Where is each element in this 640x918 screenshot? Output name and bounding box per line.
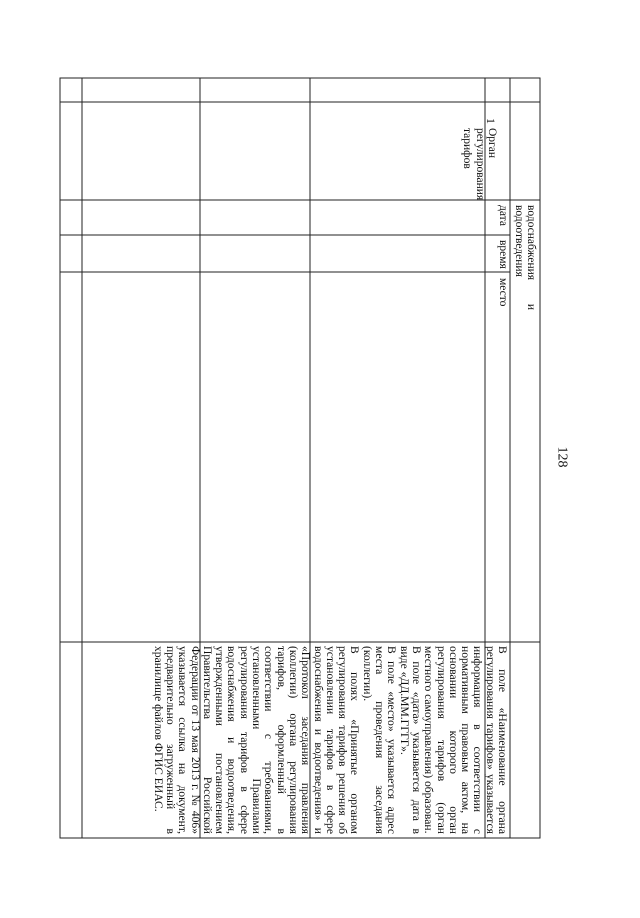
- instruction-paragraph: В поле «Наименование органа регулирования тарифов» указывается информация в соответствии с нормативным правовым актом, на основании которого орган регулирования тарифов (орган местного самоуправления) образован.: [422, 646, 509, 834]
- instruction-paragraph: В полях «Принятые органом регулирования тарифов решения об установлении тарифов в сфере водоснабжения и водоотведения» и «Протокол заседания правления (коллегии) органа регулирования тарифов, оформленный в соответствии с требованиями, установленными Правилами регулирования тарифов в сфере водоснабжения и водоотведения, утвержденными постановлением Правительства Российской Федерации от 13 мая 2013 г. № 406» указывается ссылка на документ, предварительно загруженный в хранилище файлов ФГИС ЕИАС.: [151, 646, 362, 834]
- header-time: время: [497, 240, 509, 269]
- row-number: 1: [484, 118, 498, 124]
- instructions-cell: [151, 646, 508, 834]
- regulator-cell-label: Орган регулирования тарифов: [461, 128, 498, 201]
- header-place: место: [497, 278, 509, 307]
- page-number: 128: [554, 446, 570, 468]
- water-supply-header: водоснабжения и водоотведения: [512, 205, 537, 310]
- instruction-paragraph: В поле «место» указывается адрес места проведения заседания (коллегии).: [360, 646, 399, 834]
- header-date: дата: [497, 205, 509, 226]
- instruction-paragraph: В поле «дата» указывается дата в виде «ДД.ММ.ГГГГ».: [397, 646, 423, 834]
